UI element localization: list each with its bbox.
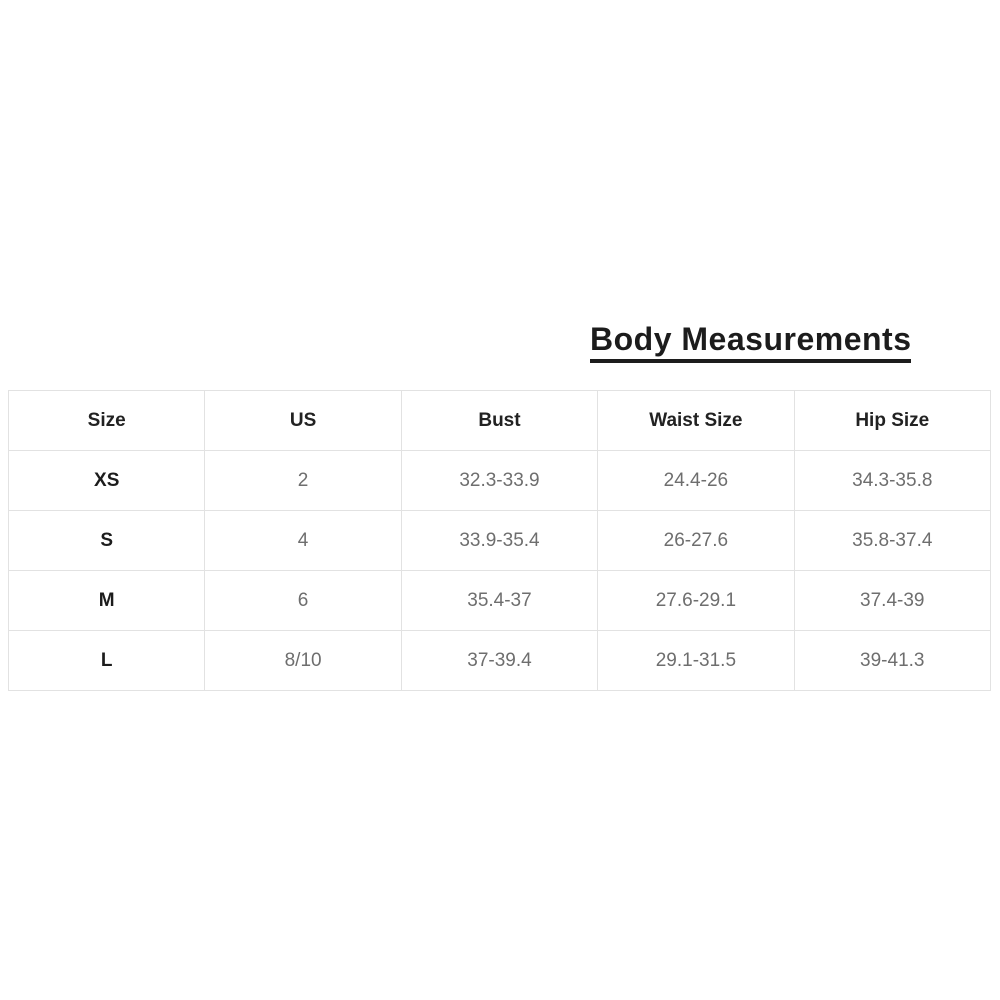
cell-hip: 37.4-39 bbox=[794, 571, 990, 631]
cell-bust: 37-39.4 bbox=[401, 631, 597, 691]
cell-us: 2 bbox=[205, 451, 401, 511]
body-measurements-table bbox=[8, 390, 991, 691]
cell-waist: 24.4-26 bbox=[598, 451, 794, 511]
table-row bbox=[9, 511, 991, 571]
cell-waist: 29.1-31.5 bbox=[598, 631, 794, 691]
cell-us: 6 bbox=[205, 571, 401, 631]
cell-us: 4 bbox=[205, 511, 401, 571]
header-waist-size: Waist Size bbox=[598, 391, 794, 451]
table-body bbox=[9, 451, 991, 691]
cell-bust: 32.3-33.9 bbox=[401, 451, 597, 511]
cell-hip: 35.8-37.4 bbox=[794, 511, 990, 571]
table-header-row bbox=[9, 391, 991, 451]
cell-us: 8/10 bbox=[205, 631, 401, 691]
header-hip-size: Hip Size bbox=[794, 391, 990, 451]
cell-waist: 27.6-29.1 bbox=[598, 571, 794, 631]
header-bust: Bust bbox=[401, 391, 597, 451]
page-title: Body Measurements bbox=[590, 322, 911, 363]
title-wrap bbox=[590, 322, 911, 363]
table-row bbox=[9, 571, 991, 631]
cell-size: M bbox=[9, 571, 205, 631]
header-us: US bbox=[205, 391, 401, 451]
cell-bust: 35.4-37 bbox=[401, 571, 597, 631]
cell-waist: 26-27.6 bbox=[598, 511, 794, 571]
table-header bbox=[9, 391, 991, 451]
cell-bust: 33.9-35.4 bbox=[401, 511, 597, 571]
cell-size: L bbox=[9, 631, 205, 691]
table-row bbox=[9, 631, 991, 691]
table-row bbox=[9, 451, 991, 511]
cell-hip: 39-41.3 bbox=[794, 631, 990, 691]
cell-size: S bbox=[9, 511, 205, 571]
cell-size: XS bbox=[9, 451, 205, 511]
cell-hip: 34.3-35.8 bbox=[794, 451, 990, 511]
header-size: Size bbox=[9, 391, 205, 451]
